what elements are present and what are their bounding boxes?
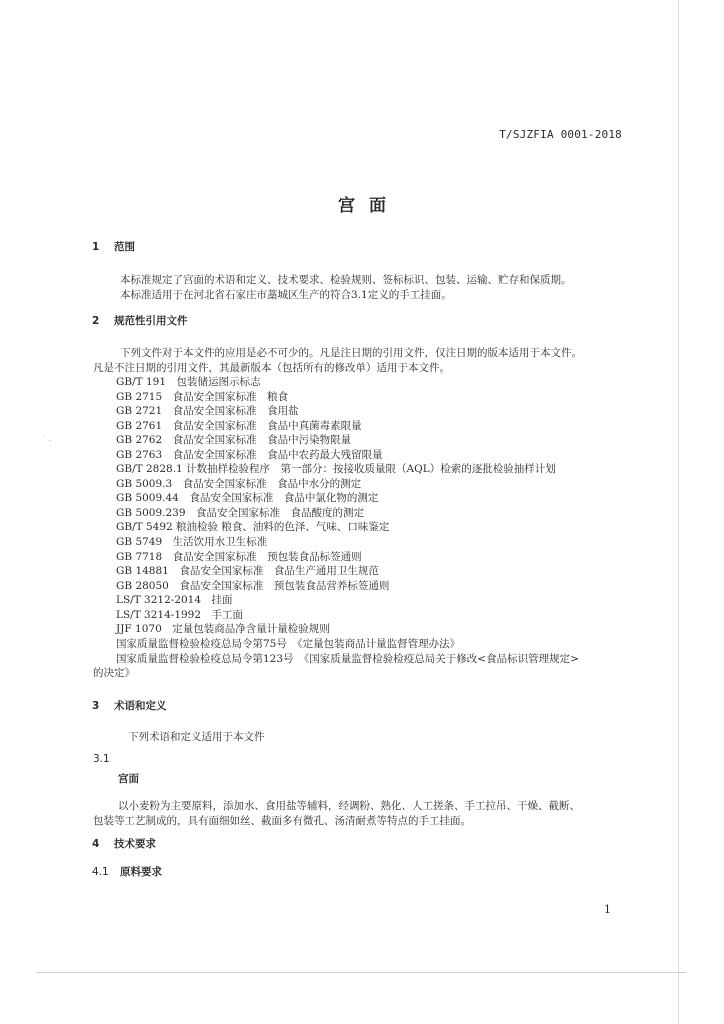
reference-item: GB 5009.44 食品安全国家标准 食品中氯化物的测定 xyxy=(116,492,379,504)
reference-item: GB 14881 食品安全国家标准 食品生产通用卫生规范 xyxy=(116,565,379,577)
term-name: 宫面 xyxy=(118,773,139,785)
page-number: 1 xyxy=(604,903,611,916)
scan-speck: ˙ . xyxy=(42,434,52,443)
section-3-number: 3 xyxy=(92,700,100,712)
section-1-para-1: 本标准规定了宫面的术语和定义、技术要求、检验规则、签标标识、包装、运输、贮存和保质期。 xyxy=(120,274,572,286)
section-3-intro: 下列术语和定义适用于本文件 xyxy=(128,731,265,743)
scan-edge-bottom xyxy=(36,972,686,973)
document-id: T/SJZFIA 0001-2018 xyxy=(499,128,622,141)
scan-edge-right xyxy=(678,0,679,1024)
section-1-title: 范围 xyxy=(114,241,135,253)
reference-item: GB 2763 食品安全国家标准 食品中农药最大残留限量 xyxy=(116,449,383,461)
reference-item: 国家质量监督检验检疫总局令第75号 《定量包装商品计量监督管理办法》 xyxy=(116,638,461,650)
section-2-number: 2 xyxy=(92,315,100,327)
subsection-3-1-number: 3.1 xyxy=(93,753,110,765)
reference-item: LS/T 3214-1992 手工面 xyxy=(116,609,244,621)
subsection-4-1-title: 原料要求 xyxy=(120,866,162,878)
reference-item-continuation: 的决定》 xyxy=(93,667,135,679)
section-3-heading xyxy=(92,700,167,713)
document-title: 宫面 xyxy=(338,196,400,216)
reference-item: GB 2762 食品安全国家标准 食品中污染物限量 xyxy=(116,434,352,446)
reference-item: GB 5009.239 食品安全国家标准 食品酸度的测定 xyxy=(116,507,365,519)
section-2-intro-1: 下列文件对于本文件的应用是必不可少的。凡是注日期的引用文件，仅注日期的版本适用于本文件。 xyxy=(120,347,582,359)
reference-item: GB 2721 食品安全国家标准 食用盐 xyxy=(116,405,299,417)
reference-item: LS/T 3212-2014 挂面 xyxy=(116,594,233,606)
subsection-4-1-heading xyxy=(92,866,162,879)
reference-item: 国家质量监督检验检疫总局令第123号 《国家质量监督检验检疫总局关于修改<食品标识管理规定> xyxy=(116,653,579,665)
section-1-heading xyxy=(92,241,135,254)
reference-item: GB/T 2828.1 计数抽样检验程序 第一部分：按接收质量限（AQL）检索的逐批检验抽样计划 xyxy=(116,463,556,475)
reference-item: GB 5009.3 食品安全国家标准 食品中水分的测定 xyxy=(116,478,362,490)
term-definition-2: 包装等工艺制成的，具有面细如丝、截面多有微孔、汤清耐煮等特点的手工挂面。 xyxy=(93,815,471,827)
subsection-4-1-number: 4.1 xyxy=(92,866,109,878)
reference-item: GB/T 191 包装储运图示标志 xyxy=(116,376,261,388)
section-2-heading xyxy=(92,315,188,328)
section-2-title: 规范性引用文件 xyxy=(114,315,188,327)
reference-item: GB 2761 食品安全国家标准 食品中真菌毒素限量 xyxy=(116,420,362,432)
section-3-title: 术语和定义 xyxy=(114,700,167,712)
reference-item: GB 2715 食品安全国家标准 粮食 xyxy=(116,391,289,403)
section-4-number: 4 xyxy=(92,838,100,850)
reference-item: GB 5749 生活饮用水卫生标准 xyxy=(116,536,268,548)
section-4-heading xyxy=(92,838,156,851)
term-definition-1: 以小麦粉为主要原料，添加水、食用盐等辅料，经调粉、熟化、人工搓条、手工拉吊、干燥、截断、 xyxy=(118,800,580,812)
section-1-number: 1 xyxy=(92,241,100,253)
reference-item: GB 7718 食品安全国家标准 预包装食品标签通则 xyxy=(116,551,362,563)
section-4-title: 技术要求 xyxy=(114,838,156,850)
reference-item: GB 28050 食品安全国家标准 预包装食品营养标签通则 xyxy=(116,580,390,592)
reference-item: GB/T 5492 粮油检验 粮食、油料的色泽、气味、口味鉴定 xyxy=(116,521,390,533)
section-2-intro-2: 凡是不注日期的引用文件，其最新版本（包括所有的修改单）适用于本文件。 xyxy=(93,362,450,374)
reference-item: JJF 1070 定量包装商品净含量计量检验规则 xyxy=(116,623,330,635)
section-1-para-2: 本标准适用于在河北省石家庄市藁城区生产的符合3.1定义的手工挂面。 xyxy=(120,289,452,301)
